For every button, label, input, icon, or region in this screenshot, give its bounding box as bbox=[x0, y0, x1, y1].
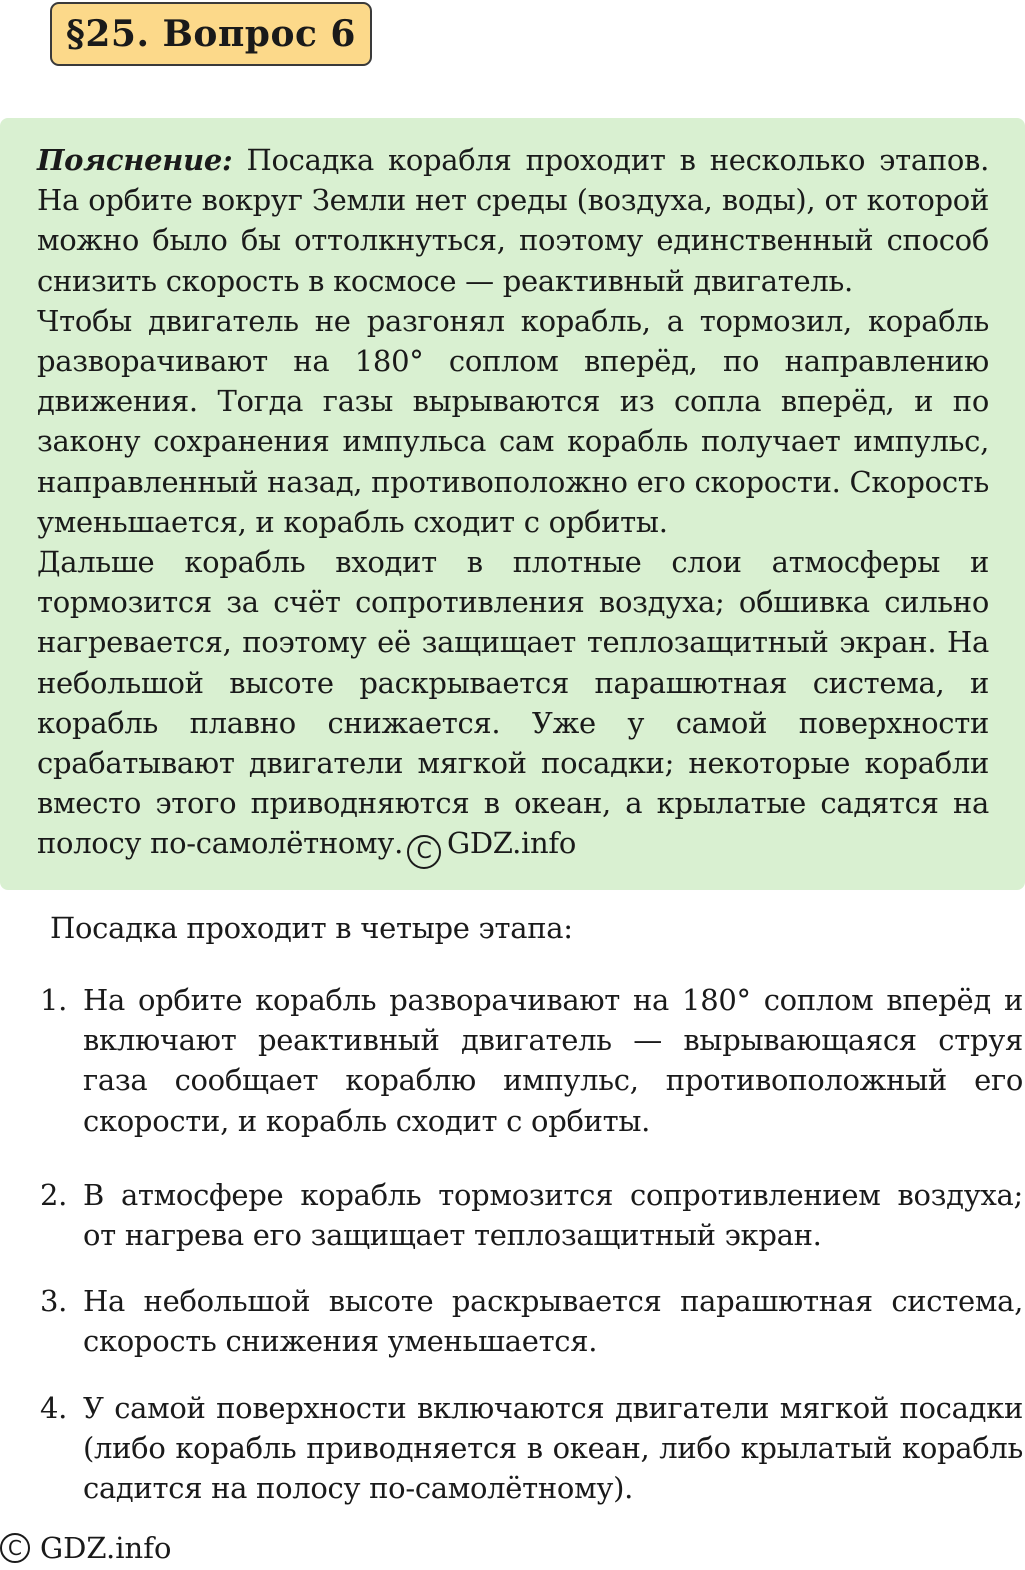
explanation-paragraph-3 bbox=[37, 542, 989, 869]
explanation-paragraph-2: Чтобы двигатель не разгонял корабль, а тормозил, корабль разворачивают на 180° соплом вперёд, по направлению движения. Тогда газы вырываются из сопла вперёд, и по закону сохранения импульса сам корабль получает импульс, направленный назад, противоположно его скорости. Скорость уменьшается, и корабль сходит с орбиты. bbox=[37, 303, 989, 539]
explanation-label: Пояснение: bbox=[37, 143, 233, 177]
step-number: 4. bbox=[40, 1390, 68, 1425]
copyright-icon: C bbox=[407, 835, 441, 869]
list-item bbox=[40, 1281, 1025, 1361]
list-item bbox=[40, 1388, 1025, 1509]
step-text: У самой поверхности включаются двигатели мягкой посадки (либо корабль приводняется в океан, либо крылатый корабль садится на полосу по-самолётному). bbox=[83, 1390, 1023, 1506]
footer-copyright bbox=[0, 1528, 171, 1568]
step-number: 3. bbox=[40, 1284, 68, 1319]
explanation-text bbox=[37, 140, 989, 869]
explanation-paragraph-3-text: Дальше корабль входит в плотные слои атмосферы и тормозится за счёт сопротивления воздуха; обшивка сильно нагревается, поэтому её защищает теплозащитный экран. На небольшой высоте раскрывается парашютная система, и корабль плавно снижается. Уже у самой поверхности срабатывают двигатели мягкой посадки; некоторые корабли вместо этого приводняются в океан, а крылатые садятся на полосу по-самолётному. bbox=[37, 545, 989, 861]
step-text: В атмосфере корабль тормозится сопротивлением воздуха; от нагрева его защищает теплозащитный экран. bbox=[83, 1177, 1023, 1253]
step-number: 1. bbox=[40, 983, 68, 1017]
explanation-paragraph-1 bbox=[37, 140, 989, 301]
list-item bbox=[40, 1175, 1025, 1255]
step-number: 2. bbox=[40, 1177, 68, 1212]
explanation-paragraph-1-text: Посадка корабля проходит в несколько этапов. На орбите вокруг Земли нет среды (воздуха, воды), от которой можно было бы оттолкнуться, поэтому единственный способ снизить скорость в космосе — реактивный двигатель. bbox=[37, 143, 989, 298]
footer-text: GDZ.info bbox=[40, 1531, 172, 1565]
step-text: На небольшой высоте раскрывается парашютная система, скорость снижения уменьшается. bbox=[83, 1284, 1023, 1359]
list-item bbox=[40, 980, 1025, 1141]
steps-list bbox=[40, 980, 1025, 1508]
step-text: На орбите корабль разворачивают на 180° соплом вперёд и включают реактивный двигатель — вырывающаяся струя газа сообщает кораблю импульс, противоположный его скорости, и корабль сходит с орбиты. bbox=[83, 983, 1023, 1138]
page-title: §25. Вопрос 6 bbox=[50, 2, 372, 66]
explanation-copyright-text: GDZ.info bbox=[446, 826, 577, 861]
answer-intro: Посадка проходит в четыре этапа: bbox=[50, 911, 573, 945]
copyright-icon: C bbox=[0, 1533, 30, 1563]
